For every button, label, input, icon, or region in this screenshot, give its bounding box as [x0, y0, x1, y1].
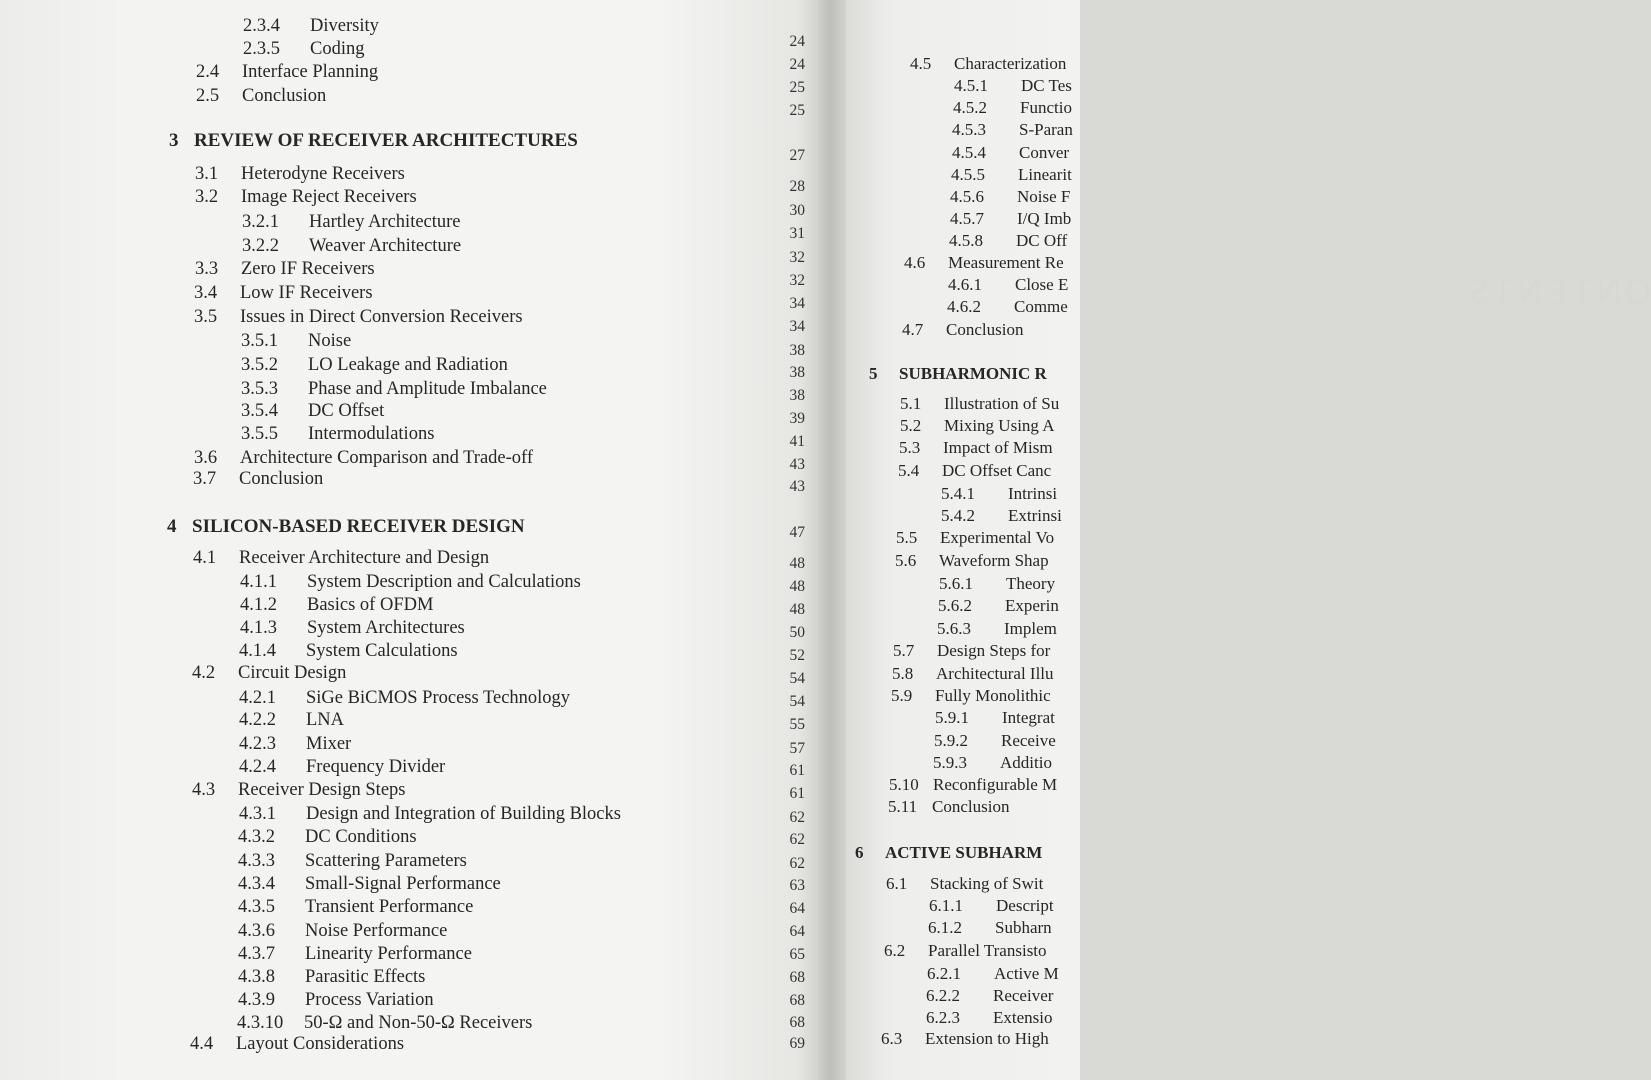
section-title: Design Steps for [937, 641, 1051, 660]
section-number: 4.3.1 [239, 804, 276, 824]
section-number: 4.2.3 [239, 734, 276, 754]
section-title: Close E [1015, 275, 1069, 294]
page-number: 25 [789, 102, 805, 119]
section-title: Scattering Parameters [305, 851, 467, 871]
page-number: 48 [789, 601, 805, 618]
section-title: Heterodyne Receivers [241, 164, 405, 184]
section-number: 5 [869, 364, 878, 383]
page-number: 68 [789, 1014, 805, 1031]
section-title: SiGe BiCMOS Process Technology [306, 688, 571, 708]
section-number: 4.5.3 [952, 120, 986, 139]
section-number: 5.4 [898, 461, 920, 480]
section-number: 3.5.3 [241, 379, 278, 399]
section-number: 4.1.1 [240, 572, 277, 592]
section-title: Active M [994, 964, 1059, 983]
section-number: 5.6.1 [939, 574, 973, 593]
section-title: Diversity [310, 16, 379, 36]
section-number: 4.3.6 [238, 921, 275, 941]
section-title: Mixing Using A [944, 416, 1055, 435]
section-number: 5.5 [896, 528, 918, 547]
section-number: 3.5.1 [241, 331, 278, 351]
section-title: Experimental Vo [940, 528, 1055, 547]
section-title: System Architectures [307, 618, 465, 638]
section-number: 6.1 [886, 874, 908, 893]
section-title: Small-Signal Performance [305, 874, 501, 894]
page-number: 38 [789, 342, 805, 359]
section-title: Extensio [993, 1008, 1053, 1027]
page-number: 57 [789, 740, 805, 757]
section-title: Receiver Architecture and Design [239, 548, 490, 568]
section-title: DC Offset [308, 401, 385, 421]
section-number: 4.5 [910, 54, 932, 73]
page-number: 64 [789, 900, 805, 917]
page-number: 48 [789, 578, 805, 595]
page-number: 27 [789, 147, 805, 164]
section-number: 5.4.1 [941, 484, 975, 503]
section-title: Comme [1014, 297, 1068, 316]
section-title: S-Paran [1019, 120, 1073, 139]
section-number: 4.5.4 [952, 143, 986, 162]
section-number: 3.7 [193, 469, 217, 489]
section-title: Linearit [1018, 165, 1072, 184]
section-number: 6.1.1 [929, 896, 963, 915]
section-title: LO Leakage and Radiation [308, 355, 508, 375]
section-number: 6.1.2 [928, 918, 962, 937]
section-number: 3 [169, 130, 179, 151]
page-number: 28 [789, 178, 805, 195]
section-title: Additio [1000, 753, 1052, 772]
page-number: 24 [789, 56, 805, 73]
section-title: Receiver Design Steps [238, 780, 406, 800]
page-number: 41 [789, 433, 805, 450]
section-number: 4.3.8 [238, 967, 275, 987]
page-number: 55 [789, 716, 805, 733]
section-title: REVIEW OF RECEIVER ARCHITECTURES [194, 130, 578, 151]
section-title: 50-Ω and Non-50-Ω Receivers [304, 1013, 533, 1033]
section-number: 5.10 [889, 775, 919, 794]
section-title: Subharn [995, 918, 1052, 937]
section-number: 4.4 [190, 1034, 214, 1054]
page-number: 64 [789, 923, 805, 940]
section-title: Intrinsi [1008, 484, 1058, 503]
section-title: Receive [1001, 731, 1056, 750]
section-number: 6.2.3 [926, 1008, 960, 1027]
section-title: Noise [308, 331, 352, 351]
page-number: 52 [789, 647, 805, 664]
section-title: Theory [1006, 574, 1056, 593]
section-title: Layout Considerations [236, 1034, 405, 1054]
section-number: 3.1 [195, 164, 219, 184]
section-title: Impact of Mism [943, 438, 1053, 457]
section-number: 3.5.4 [241, 401, 278, 421]
section-number: 5.7 [893, 641, 915, 660]
page-number: 63 [789, 877, 805, 894]
section-number: 4.1.4 [239, 641, 276, 661]
section-number: 3.2.1 [242, 212, 279, 232]
section-number: 4.3.5 [238, 897, 275, 917]
section-number: 4.3.10 [237, 1013, 284, 1033]
section-number: 4.5.8 [949, 231, 983, 250]
page-number: 62 [789, 855, 805, 872]
section-number: 3.4 [194, 283, 218, 303]
page-number: 43 [789, 456, 805, 473]
page-number: 31 [789, 225, 805, 242]
page-number: 34 [789, 318, 805, 335]
section-number: 2.5 [196, 86, 220, 106]
section-title: DC Offset Canc [942, 461, 1052, 480]
section-number: 4.3.2 [238, 827, 275, 847]
section-number: 4.5.7 [950, 209, 984, 228]
page-number: 62 [789, 809, 805, 826]
page-number: 65 [789, 946, 805, 963]
section-number: 4.5.2 [953, 98, 987, 117]
section-number: 5.4.2 [941, 506, 975, 525]
section-number: 5.2 [900, 416, 922, 435]
section-title: I/Q Imb [1017, 209, 1072, 228]
section-number: 6.2.2 [926, 986, 960, 1005]
section-number: 5.6.3 [937, 619, 971, 638]
page-number: 39 [789, 410, 805, 427]
section-title: Parallel Transisto [928, 941, 1047, 960]
section-title: Implem [1004, 619, 1057, 638]
section-title: Architectural Illu [936, 664, 1054, 683]
section-number: 4.2.2 [239, 710, 276, 730]
page-number: 34 [789, 295, 805, 312]
section-number: 6.3 [881, 1029, 903, 1048]
section-title: Parasitic Effects [305, 967, 426, 987]
section-number: 4.6.1 [948, 275, 982, 294]
right-page [846, 0, 1651, 1080]
section-title: Basics of OFDM [307, 595, 434, 615]
section-title: ACTIVE SUBHARM [885, 843, 1043, 862]
section-number: 4.3.7 [238, 944, 275, 964]
section-number: 3.2 [195, 187, 219, 207]
section-number: 6 [855, 843, 864, 862]
section-title: System Calculations [306, 641, 458, 661]
section-title: Linearity Performance [305, 944, 472, 964]
page-number: 47 [789, 524, 805, 541]
section-title: Noise F [1017, 187, 1071, 206]
section-number: 3.5 [194, 307, 218, 327]
section-title: Weaver Architecture [309, 236, 462, 256]
page-number: 61 [789, 762, 805, 779]
section-title: DC Conditions [305, 827, 417, 847]
page-number: 68 [789, 992, 805, 1009]
section-number: 4.3.9 [238, 990, 275, 1010]
section-number: 3.3 [195, 259, 219, 279]
section-title: Phase and Amplitude Imbalance [308, 379, 547, 399]
page-number: 48 [789, 555, 805, 572]
section-number: 4.2.1 [239, 688, 276, 708]
page-number: 38 [789, 387, 805, 404]
section-number: 5.3 [899, 438, 921, 457]
section-number: 4.6 [904, 253, 926, 272]
section-title: Measurement Re [948, 253, 1064, 272]
section-title: Characterization [954, 54, 1067, 73]
section-number: 3.5.2 [241, 355, 278, 375]
section-title: Circuit Design [238, 663, 347, 683]
section-number: 3.2.2 [242, 236, 279, 256]
section-title: Hartley Architecture [309, 212, 461, 232]
section-number: 6.2 [884, 941, 906, 960]
section-number: 4.3.4 [238, 874, 275, 894]
section-number: 4.3 [192, 780, 216, 800]
section-title: Stacking of Swit [930, 874, 1044, 893]
section-title: Fully Monolithic [935, 686, 1051, 705]
section-title: Image Reject Receivers [241, 187, 417, 207]
section-number: 5.9.1 [935, 708, 969, 727]
page-number: 30 [789, 202, 805, 219]
section-title: Illustration of Su [944, 394, 1060, 413]
section-number: 2.3.5 [243, 39, 280, 59]
section-title: Noise Performance [305, 921, 448, 941]
section-number: 4 [167, 516, 177, 537]
section-title: Conclusion [946, 320, 1024, 339]
section-title: System Description and Calculations [307, 572, 581, 592]
page-number: 54 [789, 693, 805, 710]
section-title: SILICON-BASED RECEIVER DESIGN [192, 516, 525, 537]
page-number: 24 [789, 33, 805, 50]
section-title: Issues in Direct Conversion Receivers [240, 307, 523, 327]
section-title: Mixer [306, 734, 352, 754]
section-number: 4.2 [192, 663, 216, 683]
section-title: Waveform Shap [939, 551, 1049, 570]
section-number: 4.1 [193, 548, 217, 568]
section-title: Coding [310, 39, 365, 59]
page-number: 68 [789, 969, 805, 986]
page-number: 25 [789, 79, 805, 96]
section-number: 2.4 [196, 62, 220, 82]
section-title: Integrat [1002, 708, 1055, 727]
section-number: 4.3.3 [238, 851, 275, 871]
section-title: Conclusion [932, 797, 1010, 816]
section-title: Frequency Divider [306, 757, 446, 777]
section-title: Design and Integration of Building Blocks [306, 804, 621, 824]
page-number: 43 [789, 478, 805, 495]
section-title: Architecture Comparison and Trade-off [240, 448, 534, 468]
section-title: Reconfigurable M [933, 775, 1058, 794]
section-number: 3.5.5 [241, 424, 278, 444]
section-title: Intermodulations [308, 424, 435, 444]
section-title: Functio [1020, 98, 1072, 117]
section-number: 5.8 [892, 664, 914, 683]
section-title: Process Variation [305, 990, 434, 1010]
section-title: Extrinsi [1008, 506, 1062, 525]
section-number: 5.9.2 [934, 731, 968, 750]
page-number: 32 [789, 272, 805, 289]
page-number: 50 [789, 624, 805, 641]
section-number: 4.1.3 [240, 618, 277, 638]
section-title: SUBHARMONIC R [899, 364, 1047, 383]
section-number: 5.11 [888, 797, 918, 816]
section-title: Extension to High [925, 1029, 1049, 1048]
section-number: 4.7 [902, 320, 924, 339]
section-title: Conver [1019, 143, 1070, 162]
section-title: Descript [996, 896, 1054, 915]
section-number: 4.1.2 [240, 595, 277, 615]
section-number: 5.6.2 [938, 596, 972, 615]
section-number: 4.5.1 [954, 76, 988, 95]
section-number: 6.2.1 [927, 964, 961, 983]
page-number: 32 [789, 249, 805, 266]
section-title: Zero IF Receivers [241, 259, 375, 279]
section-title: Conclusion [239, 469, 324, 489]
section-number: 5.9 [891, 686, 913, 705]
left-page [0, 0, 822, 1080]
section-number: 3.6 [194, 448, 218, 468]
section-number: 5.6 [895, 551, 917, 570]
page-number: 61 [789, 785, 805, 802]
section-title: Transient Performance [305, 897, 474, 917]
section-title: DC Off [1016, 231, 1068, 250]
section-number: 4.2.4 [239, 757, 276, 777]
section-number: 2.3.4 [243, 16, 280, 36]
section-title: Experin [1005, 596, 1059, 615]
book-gutter [818, 0, 848, 1080]
section-title: Interface Planning [242, 62, 379, 82]
section-title: Low IF Receivers [240, 283, 373, 303]
section-number: 4.5.5 [951, 165, 985, 184]
section-number: 4.6.2 [947, 297, 981, 316]
section-number: 5.9.3 [933, 753, 967, 772]
page-number: 54 [789, 670, 805, 687]
section-title: LNA [306, 710, 345, 730]
section-title: DC Tes [1021, 76, 1072, 95]
page-number: 38 [789, 364, 805, 381]
page-number: 62 [789, 831, 805, 848]
section-title: Conclusion [242, 86, 327, 106]
section-title: Receiver [993, 986, 1054, 1005]
bleed-through-heading: ONTENTS [1466, 271, 1651, 311]
section-number: 4.5.6 [950, 187, 984, 206]
page-number: 69 [789, 1035, 805, 1052]
section-number: 5.1 [900, 394, 922, 413]
